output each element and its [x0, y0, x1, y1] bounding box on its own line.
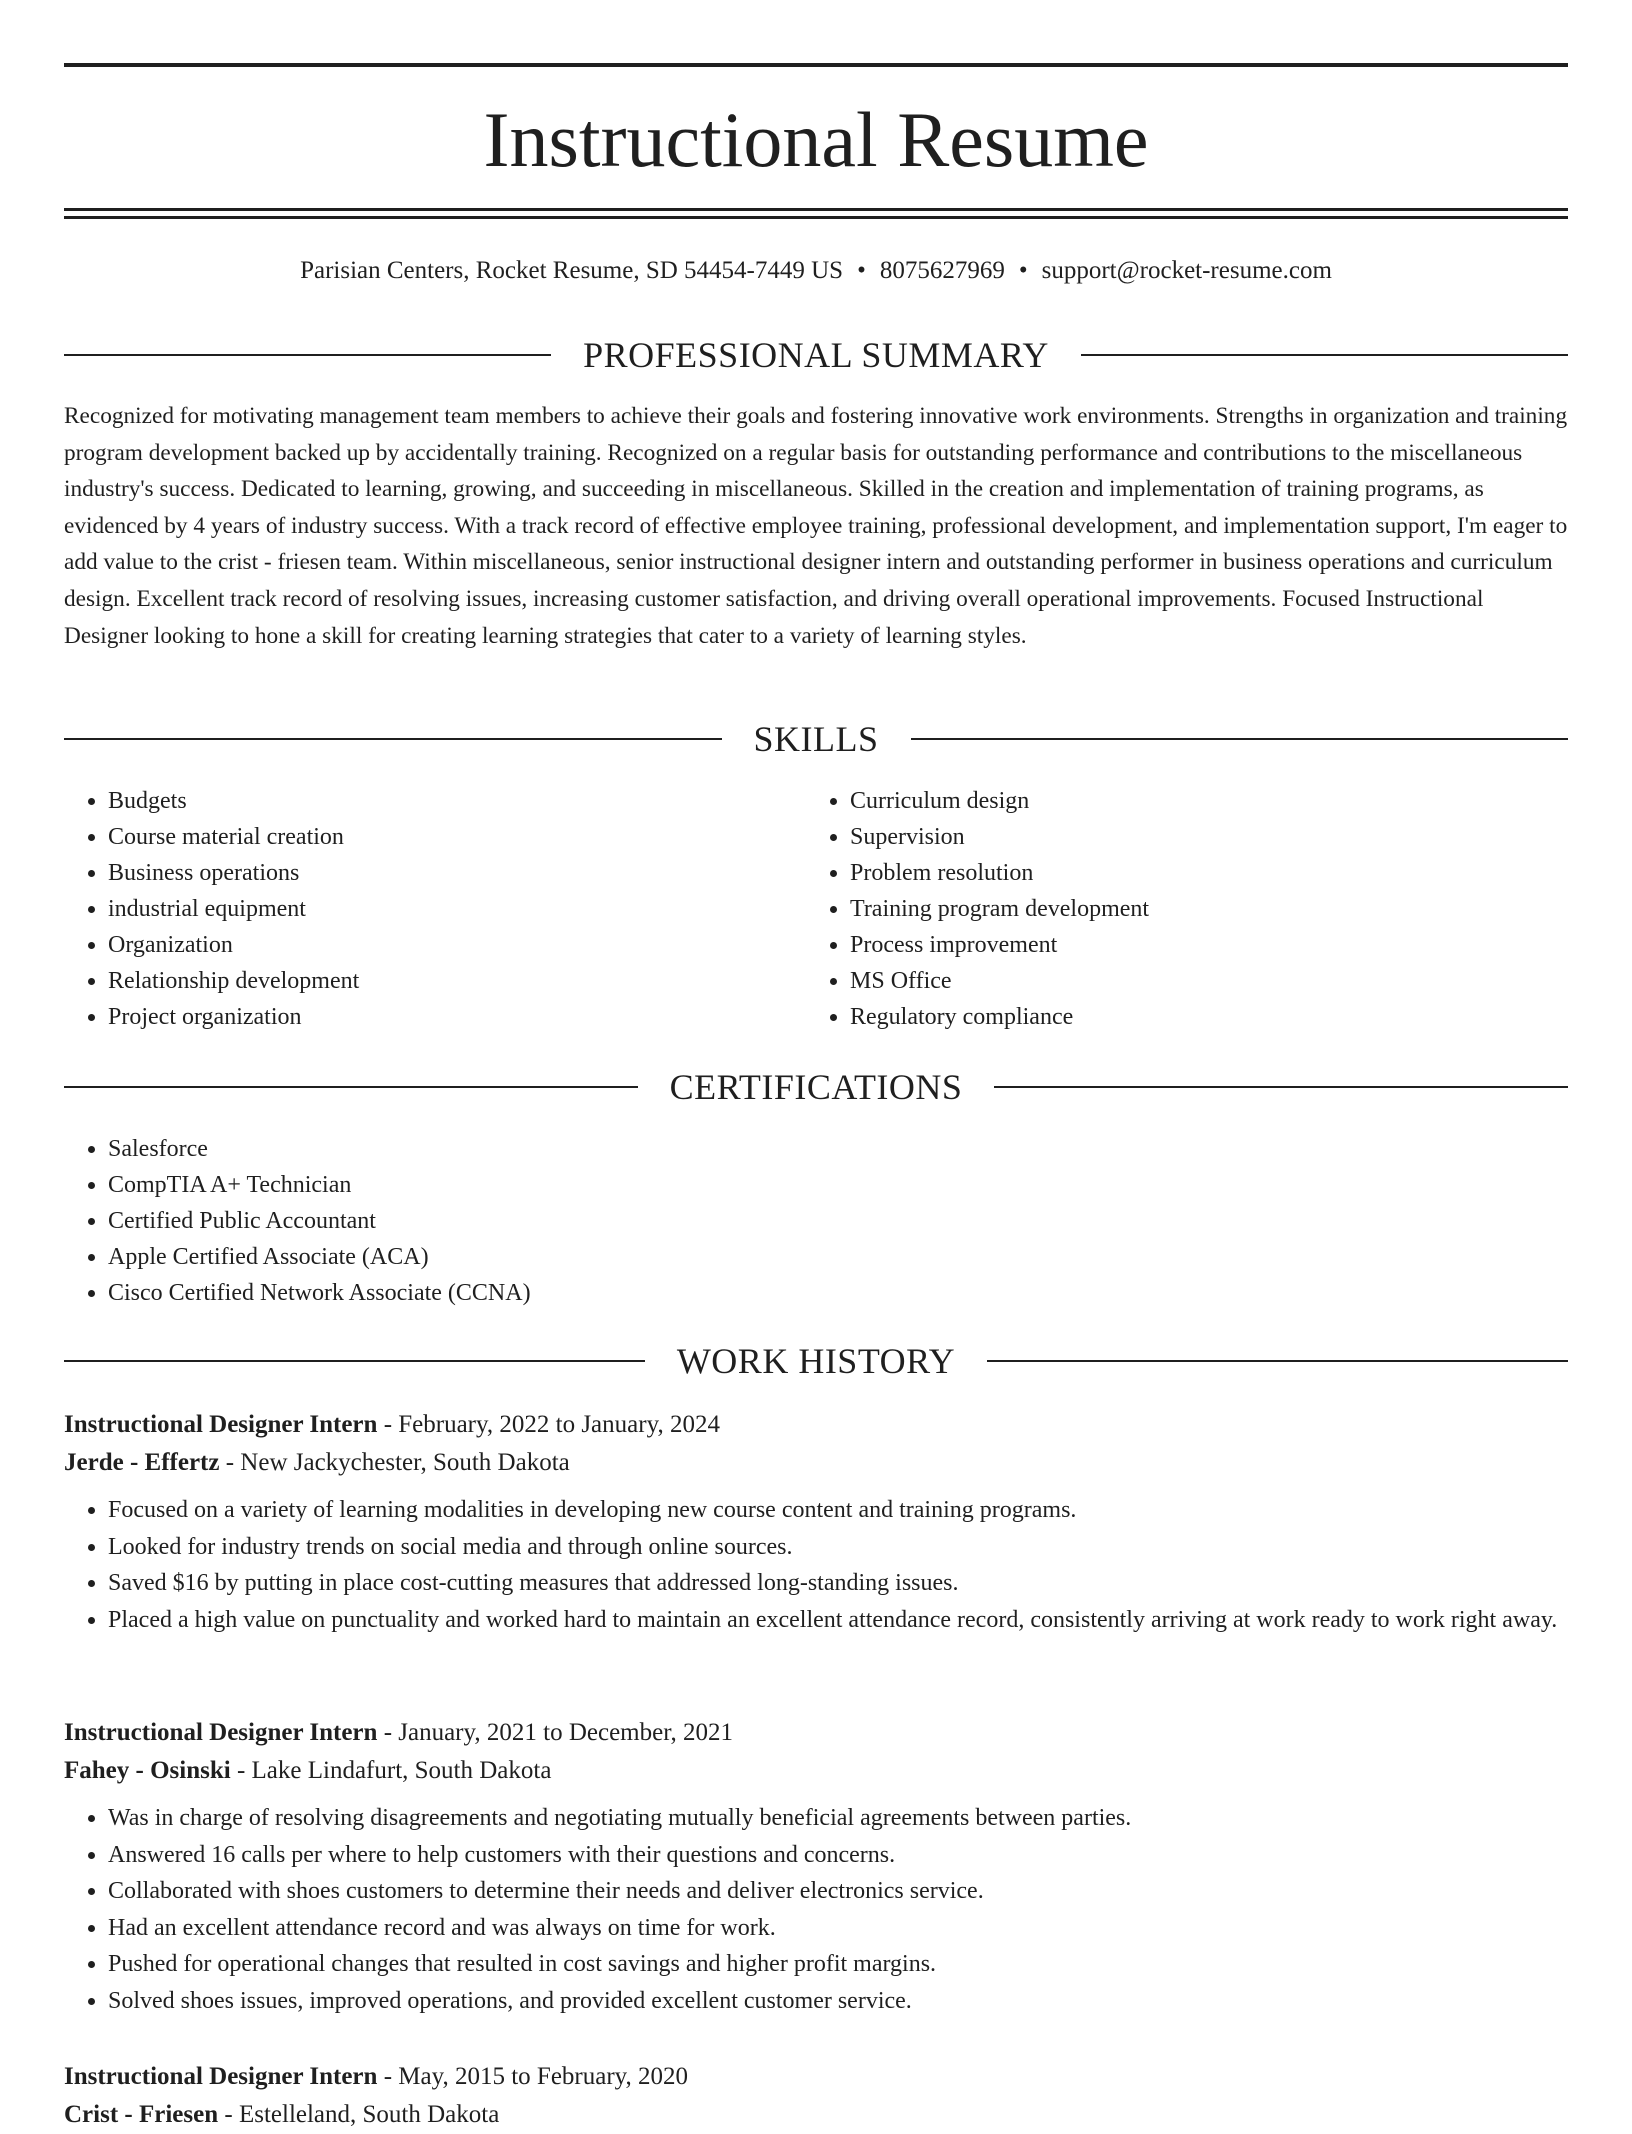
contact-phone: 8075627969: [879, 257, 1005, 284]
certification-item: • Cisco Certified Network Associate (CCNA): [108, 1275, 1568, 1311]
job-duty: • Solved shoes issues, improved operations, and provided excellent customer service.: [108, 1983, 1568, 2020]
skill-item: • industrial equipment: [108, 891, 764, 927]
heading-rule-left: [64, 354, 551, 356]
skill-item: • Project organization: [108, 999, 764, 1035]
work-history-heading: [64, 1339, 1568, 1383]
section-title: WORK HISTORY: [676, 1341, 956, 1381]
job-company: Fahey - Osinski: [64, 1757, 231, 1784]
job-title-line: [64, 2058, 1568, 2096]
certifications-list: [64, 1131, 1568, 1311]
job-entry: [64, 2058, 1568, 2134]
header-double-rule-lower: [64, 216, 1568, 219]
certification-item: • Apple Certified Associate (ACA): [108, 1239, 1568, 1275]
heading-rule-left: [64, 738, 722, 740]
job-location: - New Jackychester, South Dakota: [219, 1449, 570, 1476]
contact-separator: •: [1018, 257, 1028, 284]
heading-rule-left: [64, 1360, 645, 1362]
job-company-line: [64, 1752, 1568, 1790]
job-company: Jerde - Effertz: [64, 1449, 220, 1476]
contact-line: [64, 254, 1568, 288]
job-duty: • Saved $16 by putting in place cost-cutting measures that addressed long-standing issues.: [108, 1565, 1568, 1602]
job-duty: • Placed a high value on punctuality and worked hard to maintain an excellent attendance record, consistently arriving at work ready to work right away.: [108, 1602, 1568, 1639]
skills-list-right: [806, 783, 1506, 1035]
contact-separator: •: [857, 257, 866, 284]
summary-text: Recognized for motivating management team members to achieve their goals and fostering innovative work environments. Strengths in organization and training program development backed up by accidentally training. Recognized on a regular basis for outstanding performance and contributions to the miscellaneous industry's success. Dedicated to learning, growing, and succeeding in miscellaneous. Skilled in the creation and implementation of training programs, as evidenced by 4 years of industry success. With a track record of effective employee training, professional development, and implementation support, I'm eager to add value to the crist - friesen team. Within miscellaneous, senior instructional designer intern and outstanding performer in business operations and curriculum design. Excellent track record of resolving issues, increasing customer satisfaction, and driving overall operational improvements. Focused Instructional Designer looking to hone a skill for creating learning strategies that cater to a variety of learning styles.: [64, 403, 1568, 649]
certification-item: • Salesforce: [108, 1131, 1568, 1167]
job-entry: [64, 1406, 1568, 1638]
heading-rule-right: [1081, 354, 1568, 356]
skill-item: • Organization: [108, 927, 764, 963]
job-duties-list: [64, 1492, 1568, 1638]
job-location: - Lake Lindafurt, South Dakota: [230, 1757, 552, 1784]
certifications-heading: [64, 1065, 1568, 1109]
job-duty: • Answered 16 calls per where to help customers with their questions and concerns.: [108, 1837, 1568, 1874]
certification-item: • CompTIA A+ Technician: [108, 1167, 1568, 1203]
job-dates: - January, 2021 to December, 2021: [377, 1719, 734, 1746]
job-title-line: [64, 1406, 1568, 1444]
skill-item: • MS Office: [850, 963, 1506, 999]
job-dates: - May, 2015 to February, 2020: [377, 2063, 689, 2090]
skill-item: • Course material creation: [108, 819, 764, 855]
skill-item: • Curriculum design: [850, 783, 1506, 819]
section-title: PROFESSIONAL SUMMARY: [583, 335, 1049, 375]
section-title: CERTIFICATIONS: [669, 1067, 963, 1107]
job-duty: • Collaborated with shoes customers to determine their needs and deliver electronics service.: [108, 1873, 1568, 1910]
skills-heading: [64, 717, 1568, 761]
job-company-line: [64, 1444, 1568, 1482]
job-entry: [64, 1714, 1568, 2019]
certifications-block: [64, 1131, 1568, 1311]
job-title: Instructional Designer Intern: [64, 1719, 378, 1746]
skill-item: • Business operations: [108, 855, 764, 891]
job-title: Instructional Designer Intern: [64, 2063, 378, 2090]
job-duty: • Pushed for operational changes that resulted in cost savings and higher profit margins.: [108, 1946, 1568, 1983]
job-dates: - February, 2022 to January, 2024: [377, 1411, 720, 1438]
job-title: Instructional Designer Intern: [64, 1411, 378, 1438]
job-location: - Estelleland, South Dakota: [218, 2101, 500, 2128]
resume-title: Instructional Resume: [483, 96, 1149, 183]
job-duty: • Looked for industry trends on social media and through online sources.: [108, 1529, 1568, 1566]
heading-rule-right: [911, 738, 1569, 740]
contact-address: Parisian Centers, Rocket Resume, SD 54454-7449 US: [300, 257, 844, 284]
contact-email: support@rocket-resume.com: [1041, 257, 1332, 284]
summary-heading: [64, 333, 1568, 377]
job-company-line: [64, 2096, 1568, 2134]
skill-item: • Supervision: [850, 819, 1506, 855]
skill-item: • Relationship development: [108, 963, 764, 999]
skills-list-left: [64, 783, 764, 1035]
certification-item: • Certified Public Accountant: [108, 1203, 1568, 1239]
job-duties-list: [64, 1800, 1568, 2019]
header-double-rule-upper: [64, 208, 1568, 211]
heading-rule-left: [64, 1086, 638, 1088]
skills-column-left: [64, 783, 764, 1035]
skill-item: • Regulatory compliance: [850, 999, 1506, 1035]
job-title-line: [64, 1714, 1568, 1752]
heading-rule-right: [994, 1086, 1568, 1088]
header-top-rule: [64, 63, 1568, 67]
skill-item: • Training program development: [850, 891, 1506, 927]
skills-column-right: [806, 783, 1506, 1035]
section-title: SKILLS: [753, 719, 879, 759]
heading-rule-right: [987, 1360, 1568, 1362]
job-duty: • Focused on a variety of learning modalities in developing new course content and training programs.: [108, 1492, 1568, 1529]
skill-item: • Problem resolution: [850, 855, 1506, 891]
skill-item: • Process improvement: [850, 927, 1506, 963]
skill-item: • Budgets: [108, 783, 764, 819]
job-duty: • Was in charge of resolving disagreements and negotiating mutually beneficial agreements between parties.: [108, 1800, 1568, 1837]
job-duty: • Had an excellent attendance record and was always on time for work.: [108, 1910, 1568, 1947]
job-company: Crist - Friesen: [64, 2101, 219, 2128]
